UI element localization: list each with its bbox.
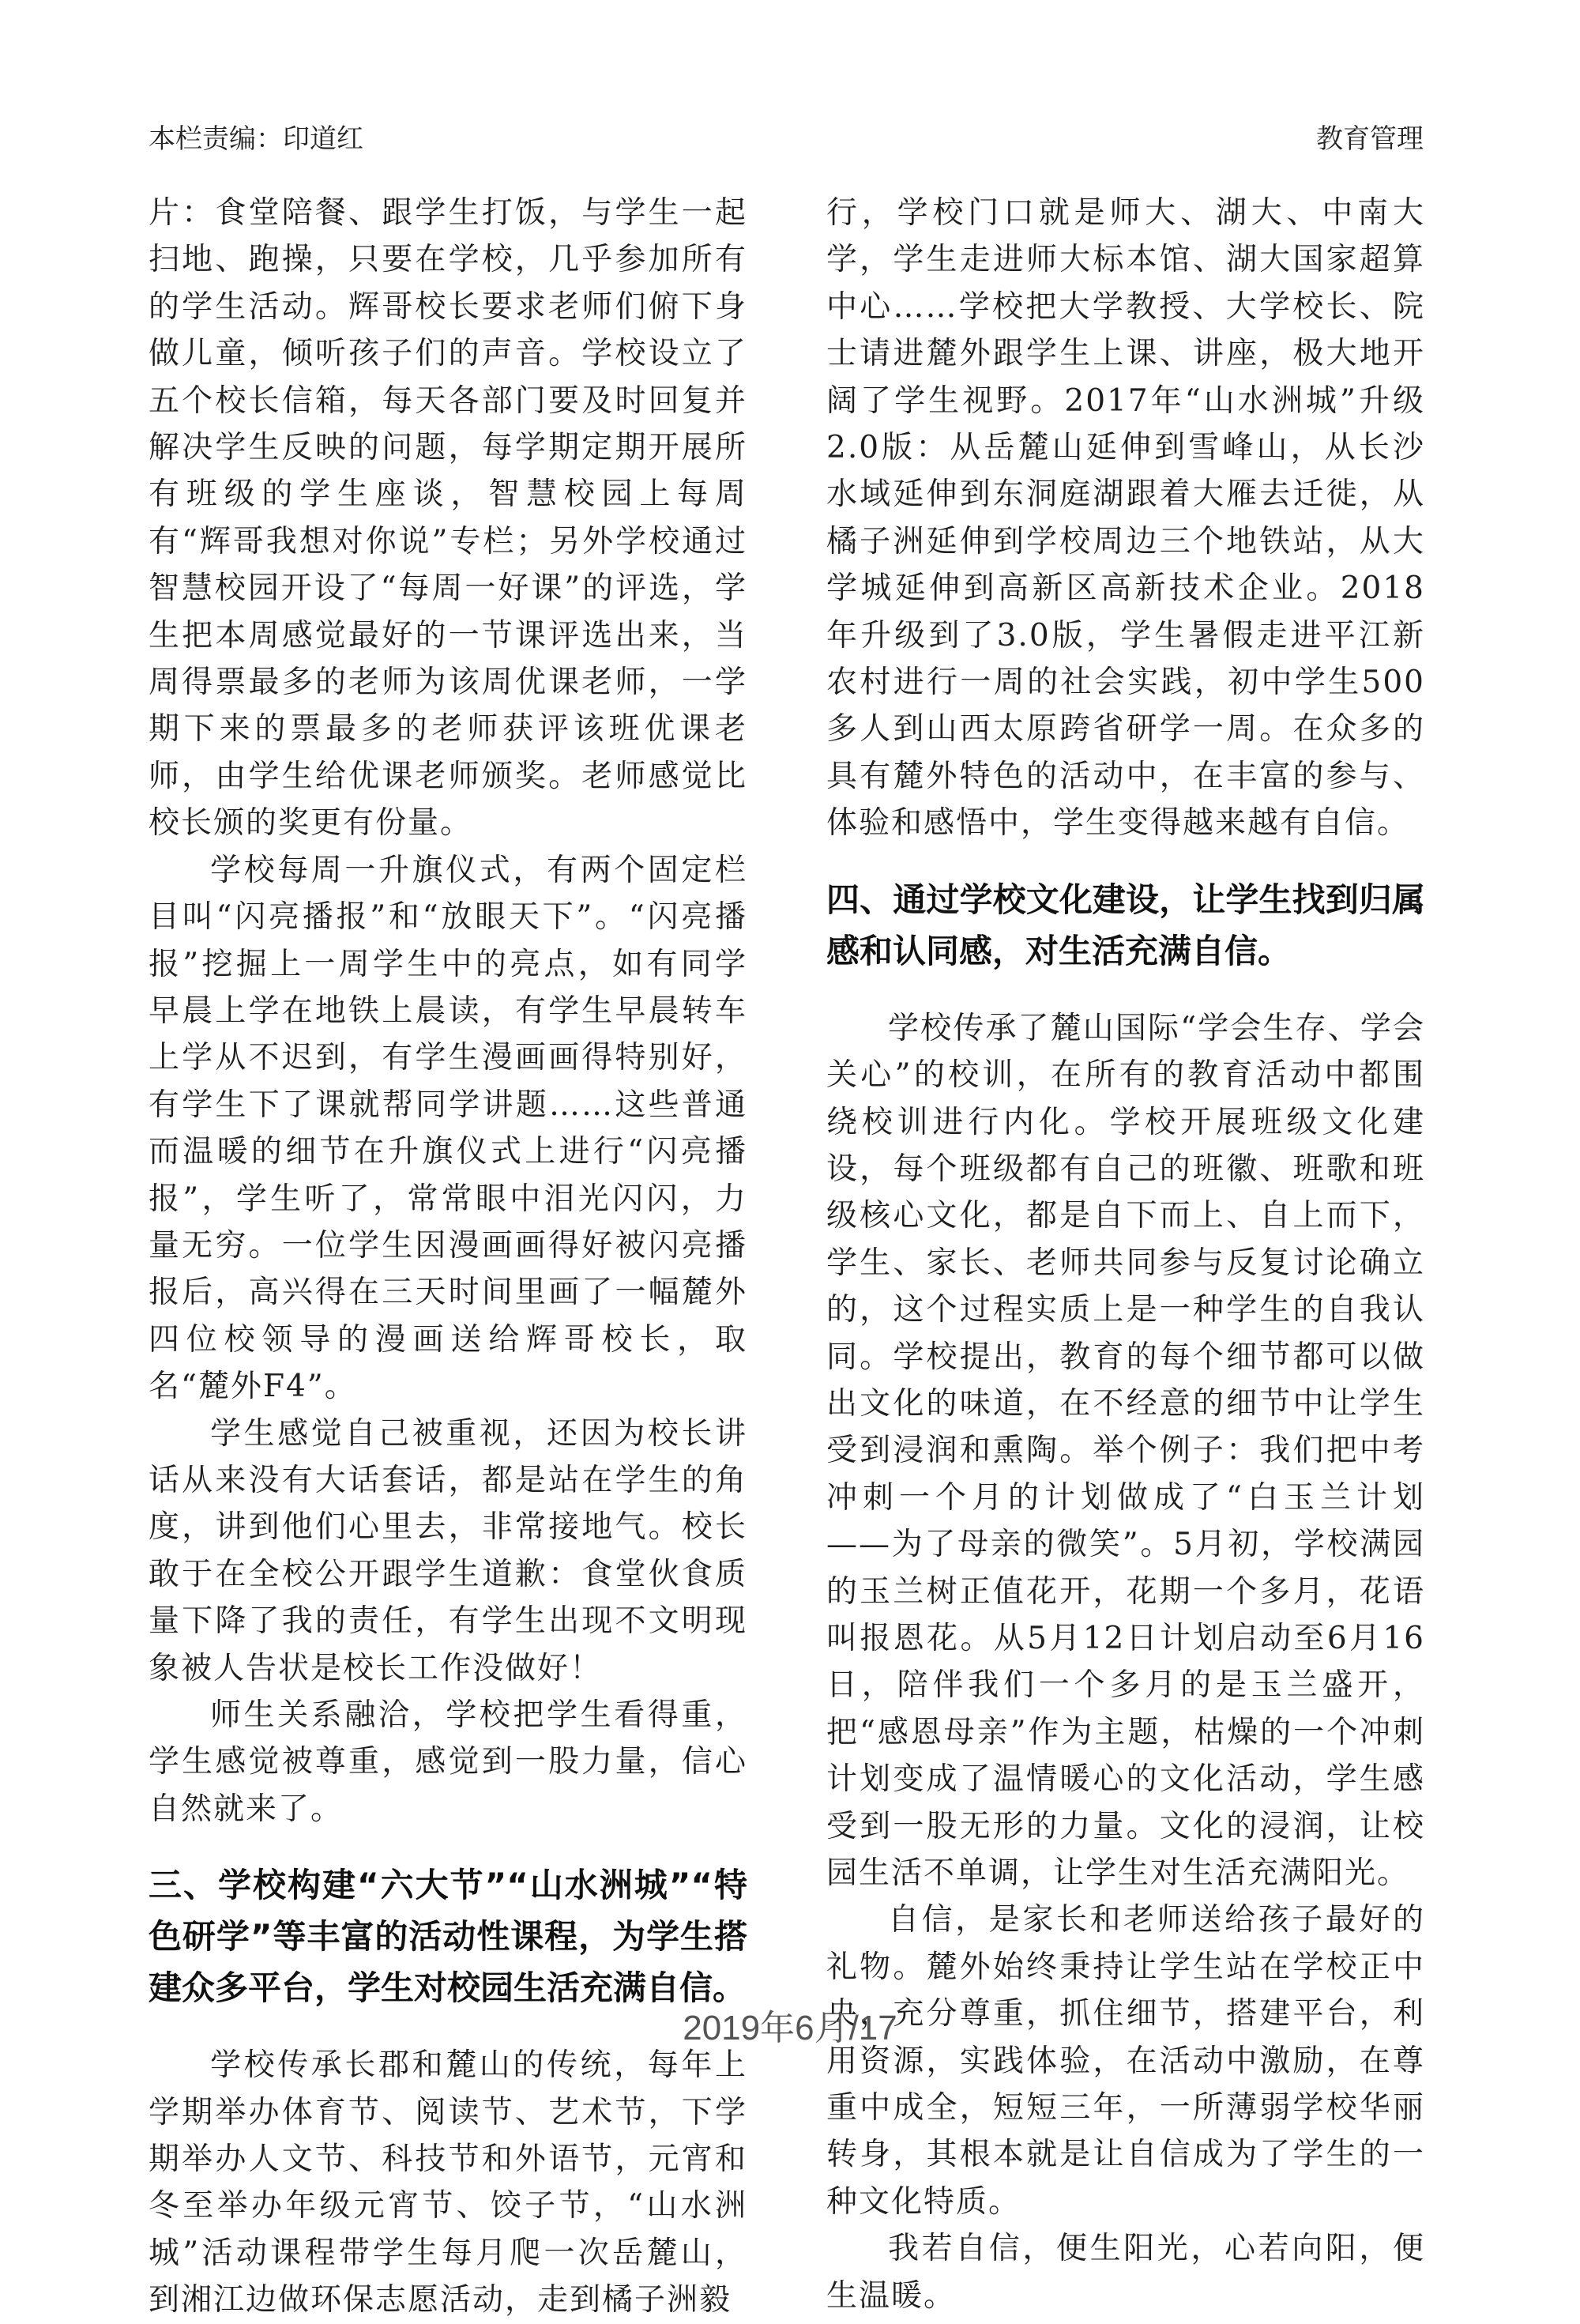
paragraph: 片：食堂陪餐、跟学生打饭，与学生一起扫地、跑操，只要在学校，几乎参加所有的学生活动。辉哥校长要求老师们俯下身做儿童，倾听孩子们的声音。学校设立了五个校长信箱，每天各部门要及时回复并解决学生反映的问题，每学期定期开展所有班级的学生座谈，智慧校园上每周有“辉哥我想对你说”专栏；另外学校通过智慧校园开设了“每周一好课”的评选，学生把本周感觉最好的一节课评选出来，当周得票最多的老师为该周优课老师，一学期下来的票最多的老师获评该班优课老师，由学生给优课老师颁奖。老师感觉比校长颁的奖更有份量。 xyxy=(149,195,747,842)
paragraph: 学校传承了麓山国际“学会生存、学会关心”的校训，在所有的教育活动中都围绕校训进行内化。学校开展班级文化建设，每个班级都有自己的班徽、班歌和班级核心文化，都是自下而上、自上而下，学生、家长、老师共同参与反复讨论确立的，这个过程实质上是一种学生的自我认同。学校提出，教育的每个细节都可以做出文化的味道，在不经意的细节中让学生受到浸润和熏陶。举个例子：我们把中考冲刺一个月的计划做成了“白玉兰计划——为了母亲的微笑”。5月初，学校满园的玉兰树正值花开，花期一个多月，花语叫报恩花。从5月12日计划启动至6月16日，陪伴我们一个多月的是玉兰盛开，把“感恩母亲”作为主题，枯燥的一个冲刺计划变成了温情暖心的文化活动，学生感受到一股无形的力量。文化的浸润，让校园生活不单调，让学生对生活充满阳光。 xyxy=(826,1010,1425,1891)
paragraph: 我若自信，便生阳光，心若向阳，便生温暖。 xyxy=(826,2231,1425,2314)
section-heading-4: 四、通过学校文化建设，让学生找到归属感和认同感，对生活充满自信。 xyxy=(826,880,1425,970)
paragraph: 学校每周一升旗仪式，有两个固定栏目叫“闪亮播报”和“放眼天下”。“闪亮播报”挖掘上一周学生中的亮点，如有同学早晨上学在地铁上晨读，有学生早晨转车上学从不迟到，有学生漫画画得特别好，有学生下了课就帮同学讲题……这些普通而温暖的细节在升旗仪式上进行“闪亮播报”，学生听了，常常眼中泪光闪闪，力量无穷。一位学生因漫画画得好被闪亮播报后，高兴得在三天时间里画了一幅麓外四位校领导的漫画送给辉哥校长，取名“麓外F4”。 xyxy=(149,852,747,1405)
paragraph: 学生感觉自己被重视，还因为校长讲话从来没有大话套话，都是站在学生的角度，讲到他们心里去，非常接地气。校长敢于在全校公开跟学生道歉：食堂伙食质量下降了我的责任，有学生出现不文明现象被人告状是校长工作没做好！ xyxy=(149,1415,747,1686)
paragraph: 自信，是家长和老师送给孩子最好的礼物。麓外始终秉持让学生站在学校正中央，充分尊重，抓住细节，搭建平台，利用资源，实践体验，在活动中激励，在尊重中成全，短短三年，一所薄弱学校华丽转身，其根本就是让自信成为了学生的一种文化特质。 xyxy=(826,1902,1425,2220)
paragraph: 师生关系融洽，学校把学生看得重，学生感觉被尊重，感觉到一股力量，信心自然就来了。 xyxy=(149,1697,747,1827)
paragraph: 学校传承长郡和麓山的传统，每年上学期举办体育节、阅读节、艺术节，下学期举办人文节、科技节和外语节，元宵和冬至举办年级元宵节、饺子节，“山水洲城”活动课程带学生每月爬一次岳麓山，到湘江边做环保志愿活动，走到橘子洲毅 xyxy=(149,2047,747,2318)
column-editor: 本栏责编：印道红 xyxy=(149,123,363,155)
page-footer: 2019年6月/17 xyxy=(683,2009,897,2047)
section-heading-3: 三、学校构建“六大节”“山水洲城”“特色研学”等丰富的活动性课程，为学生搭建众多平台，学生对校园生活充满自信。 xyxy=(149,1866,747,2008)
paragraph: 行，学校门口就是师大、湖大、中南大学，学生走进师大标本馆、湖大国家超算中心……学校把大学教授、大学校长、院士请进麓外跟学生上课、讲座，极大地开阔了学生视野。2017年“山水洲城”升级2.0版：从岳麓山延伸到雪峰山，从长沙水域延伸到东洞庭湖跟着大雁去迁徙，从橘子洲延伸到学校周边三个地铁站，从大学城延伸到高新区高新技术企业。2018年升级到了3.0版，学生暑假走进平江新农村进行一周的社会实践，初中学生500多人到山西太原跨省研学一周。在众多的具有麓外特色的活动中，在丰富的参与、体验和感悟中，学生变得越来越有自信。 xyxy=(826,195,1425,842)
section-title: 教育管理 xyxy=(1316,123,1424,155)
